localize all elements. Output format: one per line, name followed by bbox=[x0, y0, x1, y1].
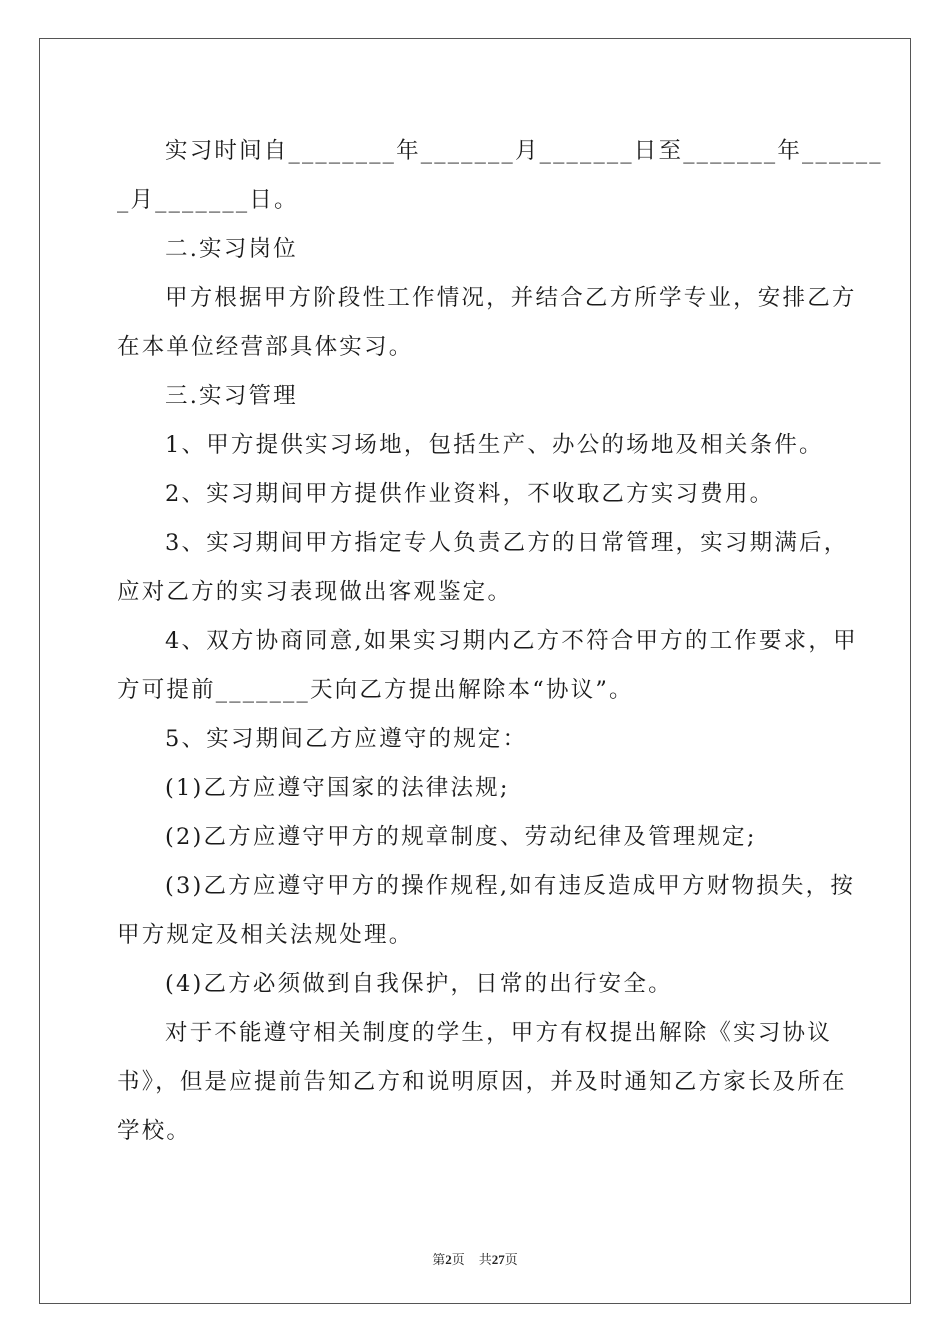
termination-line-3: 学校。 bbox=[117, 1118, 192, 1144]
rule-2: (2)乙方应遵守甲方的规章制度、劳动纪律及管理规定; bbox=[165, 824, 757, 850]
management-item-4-line-2: 方可提前_______天向乙方提出解除本“协议”。 bbox=[117, 677, 634, 703]
position-text-line-2: 在本单位经营部具体实习。 bbox=[117, 334, 414, 360]
footer-total-number: 27 bbox=[491, 1252, 505, 1267]
footer-page-prefix: 第 bbox=[432, 1252, 446, 1267]
page-footer bbox=[0, 1249, 950, 1268]
footer-page-number: 2 bbox=[445, 1252, 452, 1267]
internship-period-line-1: 实习时间自________年_______月_______日至_______年______ bbox=[165, 138, 883, 164]
management-item-2: 2、实习期间甲方提供作业资料，不收取乙方实习费用。 bbox=[165, 481, 775, 507]
section-heading-position: 二.实习岗位 bbox=[165, 236, 298, 262]
internship-period-line-2: _月_______日。 bbox=[117, 187, 299, 213]
rule-3-line-2: 甲方规定及相关法规处理。 bbox=[117, 922, 414, 948]
footer-total-suffix: 页 bbox=[504, 1252, 518, 1267]
management-item-5: 5、实习期间乙方应遵守的规定： bbox=[165, 726, 528, 752]
termination-line-2: 书》，但是应提前告知乙方和说明原因，并及时通知乙方家长及所在 bbox=[117, 1069, 847, 1095]
rule-1: (1)乙方应遵守国家的法律法规; bbox=[165, 775, 510, 801]
footer-page-suffix: 页 bbox=[451, 1252, 465, 1267]
rule-4: (4)乙方必须做到自我保护，日常的出行安全。 bbox=[165, 971, 673, 997]
termination-line-1: 对于不能遵守相关制度的学生，甲方有权提出解除《实习协议 bbox=[165, 1020, 832, 1046]
management-item-4-line-1: 4、双方协商同意,如果实习期内乙方不符合甲方的工作要求，甲 bbox=[165, 628, 858, 654]
section-heading-management: 三.实习管理 bbox=[165, 383, 298, 409]
position-text-line-1: 甲方根据甲方阶段性工作情况，并结合乙方所学专业，安排乙方 bbox=[165, 285, 857, 311]
management-item-1: 1、甲方提供实习场地，包括生产、办公的场地及相关条件。 bbox=[165, 432, 824, 458]
footer-total-prefix: 共 bbox=[478, 1252, 492, 1267]
document-body bbox=[117, 127, 883, 1156]
management-item-3-line-2: 应对乙方的实习表现做出客观鉴定。 bbox=[117, 579, 513, 605]
management-item-3-line-1: 3、实习期间甲方指定专人负责乙方的日常管理，实习期满后， bbox=[165, 530, 849, 556]
rule-3-line-1: (3)乙方应遵守甲方的操作规程,如有违反造成甲方财物损失，按 bbox=[165, 873, 856, 899]
